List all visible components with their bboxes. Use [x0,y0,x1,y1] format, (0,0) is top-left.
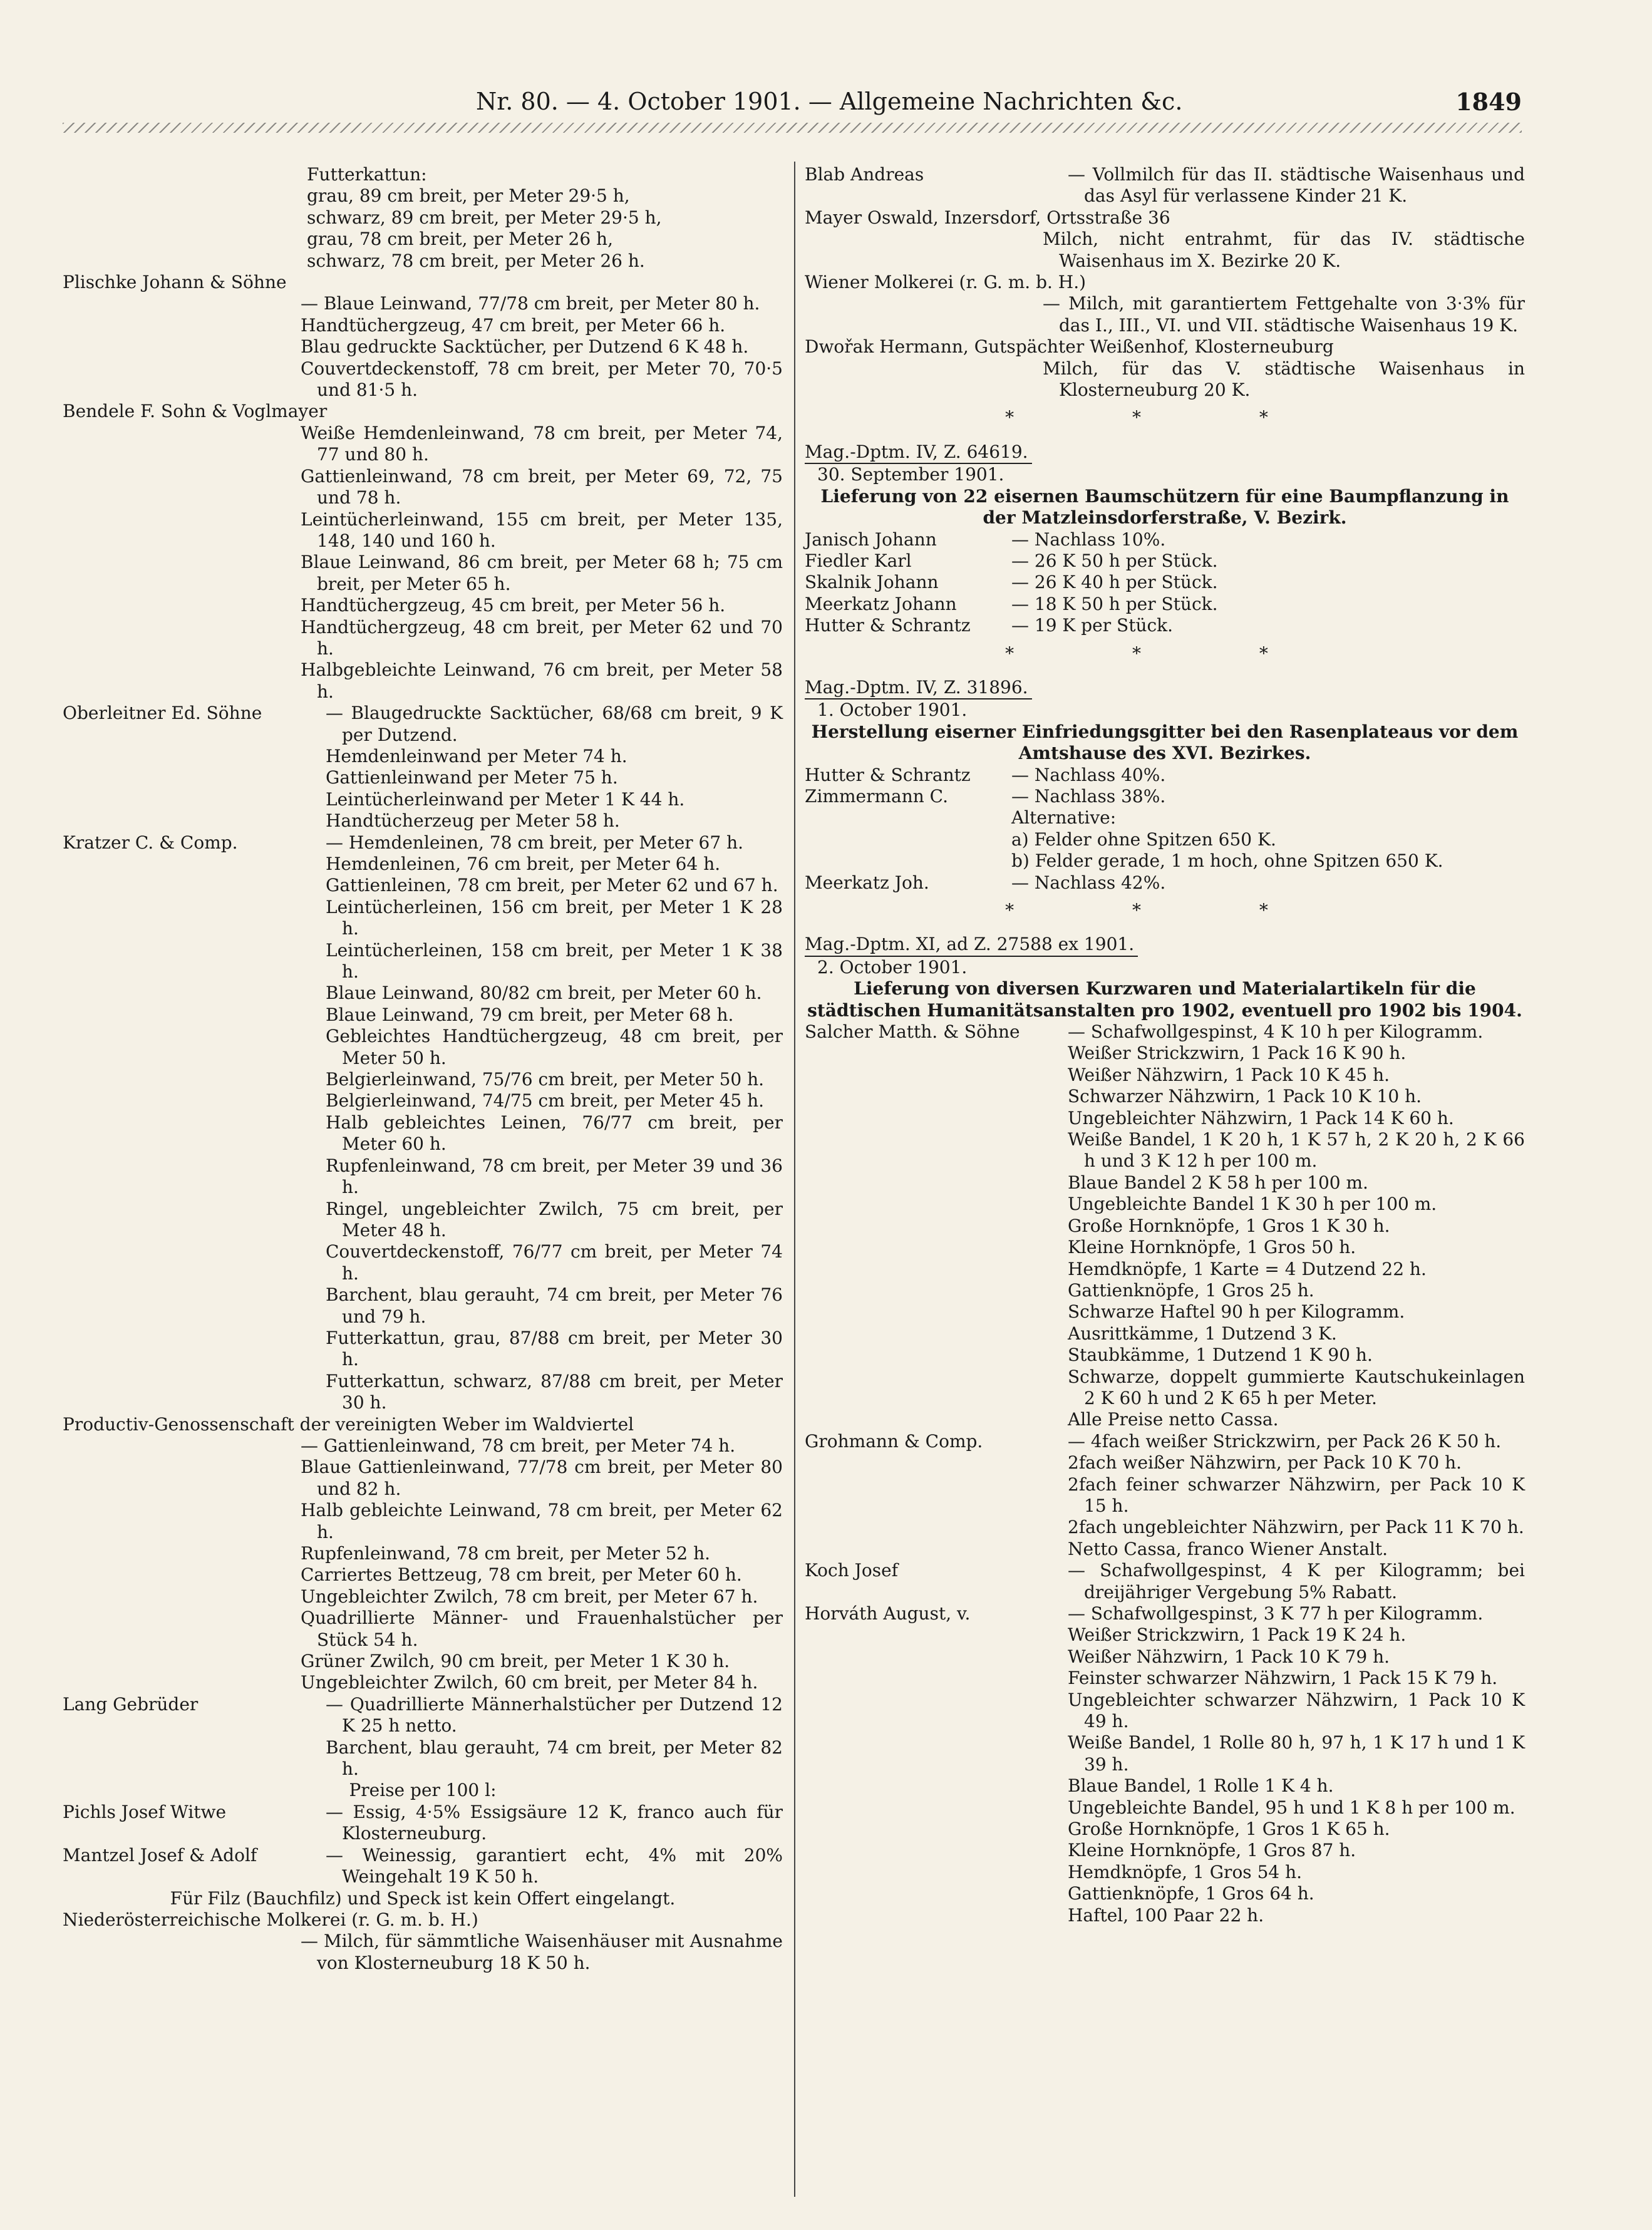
bidder-items [307,164,783,272]
bidder-items [326,1694,783,1780]
offer-line: — Milch, für sämmtliche Waisenhäuser mit Ausnahme von Klosterneuburg 18 K 50 h. [301,1931,783,1973]
offer-line: — 19 K per Stück. [1011,615,1174,636]
bidder-entry [805,164,1525,207]
bidder-entry [805,1560,1525,1603]
offer-line: — Blaue Leinwand, 77/78 cm breit, per Meter 80 h. [301,293,760,314]
offer-line: Gattienknöpfe, 1 Gros 64 h. [1068,1883,1314,1904]
offer-line: — 18 K 50 h per Stück. [1011,593,1218,614]
offer-line: Belgierleinwand, 74/75 cm breit, per Meter 45 h. [326,1090,765,1112]
offer-line: Blaue Leinwand, 86 cm breit, per Meter 68 h; 75 cm breit, per Meter 65 h. [301,552,783,594]
bidder-items [1043,293,1525,336]
bidder-sub-items [1043,358,1525,401]
bidder-entry [63,1802,783,1845]
reference-date: 30. September 1901. [817,464,1004,485]
offer-line: Rupfenleinwand, 78 cm breit, per Meter 39 und 36 h. [326,1155,783,1198]
bidder-sub-items [301,1435,783,1694]
offer-line: Leintücherleinen, 156 cm breit, per Meter 1 K 28 h. [326,896,783,939]
bidder-entry [63,1845,783,1888]
offer-line: — Schafwollgespinst, 3 K 77 h per Kilogramm. [1068,1603,1484,1624]
right-column [805,164,1525,1926]
bidder-entry [805,529,1525,550]
offer-line: Carriertes Bettzeug, 78 cm breit, per Meter 60 h. [301,1564,742,1586]
offer-line: Blaue Leinwand, 79 cm breit, per Meter 68 h. [326,1004,734,1025]
bidder-name: Fiedler Karl [805,550,912,571]
page-number: 1849 [1455,88,1522,116]
offer-line: Barchent, blau gerauht, 74 cm breit, per Meter 76 und 79 h. [326,1284,783,1327]
bidder-name: Mantzel Josef & Adolf [63,1844,257,1866]
offer-line: Schwarzer Nähzwirn, 1 Pack 10 K 10 h. [1068,1086,1422,1107]
bidder-items [1011,872,1525,894]
bidder-name: Wiener Molkerei (r. G. m. b. H.) [805,272,1087,293]
bidder-items [301,423,783,703]
offer-line: Halb gebleichtes Leinen, 76/77 cm breit, per Meter 60 h. [326,1112,783,1155]
bidder-items [1011,572,1525,593]
bidder-entry [805,594,1525,615]
bidder-name: Oberleitner Ed. Söhne [63,703,262,724]
bidder-name: Lang Gebrüder [63,1693,199,1715]
bidder-items [1011,765,1525,786]
bidder-name: Koch Josef [805,1560,899,1581]
bidder-name: Blab Andreas [805,164,924,185]
offer-line: Couvertdeckenstoff, 76/77 cm breit, per Meter 74 h. [326,1241,783,1284]
bidder-items [1068,1021,1525,1431]
bidder-name: Mayer Oswald, Inzersdorf, Ortsstraße 36 [805,207,1170,228]
tender-heading: Lieferung von 22 eisernen Baumschützern für eine Baumpflanzung in der Matzleinsdorferstraße, V. Bezirk. [820,485,1509,529]
offer-line: Große Hornknöpfe, 1 Gros 1 K 30 h. [1068,1215,1390,1236]
section-stars: * * * [1005,643,1324,664]
offer-line: Weiße Bandel, 1 K 20 h, 1 K 57 h, 2 K 20 h, 2 K 66 h und 3 K 12 h per 100 m. [1068,1129,1525,1172]
offer-line: grau, 89 cm breit, per Meter 29·5 h, [307,185,630,207]
offer-line: Futterkattun: [307,164,427,185]
offer-line: Große Hornknöpfe, 1 Gros 1 K 65 h. [1068,1819,1390,1840]
offer-line: Haftel, 100 Paar 22 h. [1068,1904,1264,1926]
bidder-name: Horváth August, v. [805,1603,971,1624]
bidder-name: Plischke Johann & Söhne [63,272,287,293]
offer-line: — Vollmilch für das II. städtische Waisenhaus und das Asyl für verlassene Kinder 21 K. [1068,164,1525,207]
offer-line: Alle Preise netto Cassa. [1068,1409,1279,1430]
bidder-name: Zimmermann C. [805,785,949,807]
bidder-entry [805,872,1525,894]
offer-line: — Nachlass 42%. [1011,872,1166,893]
offer-line: Weißer Nähzwirn, 1 Pack 10 K 45 h. [1068,1064,1390,1085]
offer-line: — Nachlass 40%. [1011,764,1166,785]
offer-line: Grüner Zwilch, 90 cm breit, per Meter 1 K 30 h. [301,1651,730,1672]
bidder-items [326,1845,783,1888]
bidder-name: Grohmann & Comp. [805,1430,983,1452]
centered-note: Preise per 100 l: [349,1780,497,1801]
offer-line: Kleine Hornknöpfe, 1 Gros 50 h. [1068,1237,1356,1258]
offer-line: Hemdknöpfe, 1 Gros 54 h. [1068,1861,1303,1882]
bidder-entry [63,832,783,1414]
offer-line: Handtüchergzeug, 45 cm breit, per Meter 56 h. [301,595,726,616]
bidder-items [1068,1431,1525,1560]
offer-line: Ungebleichter Zwilch, 78 cm breit, per Meter 67 h. [301,1586,758,1607]
bidder-items [1068,1560,1525,1603]
offer-line: Schwarze Haftel 90 h per Kilogramm. [1068,1301,1405,1323]
offer-line: Handtücherzeug per Meter 58 h. [326,810,620,832]
bidder-entry [805,615,1525,636]
bidder-name: Niederösterreichische Molkerei (r. G. m. b. H.) [63,1909,478,1930]
bidder-sub-items [301,423,783,703]
bidder-items [326,1802,783,1845]
bidder-sub-items [301,1931,783,1974]
bidder-name: Pichls Josef Witwe [63,1801,227,1822]
bidder-entry [63,1414,783,1694]
offer-line: Ungebleichter Nähzwirn, 1 Pack 14 K 60 h. [1068,1107,1454,1128]
offer-line: Weiße Hemdenleinwand, 78 cm breit, per Meter 74, 77 und 80 h. [301,422,783,465]
tender-reference [805,671,1525,721]
offer-line: Gattienleinwand per Meter 75 h. [326,767,618,788]
offer-line: Alternative: [1011,807,1117,829]
offer-line: Futterkattun, grau, 87/88 cm breit, per Meter 30 h. [326,1327,783,1370]
offer-line: Ringel, ungebleichter Zwilch, 75 cm breit, per Meter 48 h. [326,1198,783,1241]
bidder-entry [63,401,783,703]
bidder-sub-items [1043,229,1525,272]
offer-line: — Schafwollgespinst, 4 K 10 h per Kilogramm. [1068,1021,1484,1043]
bidder-items [1068,164,1525,207]
offer-line: Weiße Bandel, 1 Rolle 80 h, 97 h, 1 K 17 h und 1 K 39 h. [1068,1732,1525,1775]
bidder-sub-items [301,293,783,401]
bidder-entry [63,703,783,832]
bidder-entry [805,272,1525,336]
offer-line: Ausrittkämme, 1 Dutzend 3 K. [1068,1323,1337,1344]
offer-line: Gattienleinwand, 78 cm breit, per Meter 69, 72, 75 und 78 h. [301,465,783,508]
bidder-items [301,1931,783,1974]
offer-line: Gattienknöpfe, 1 Gros 25 h. [1068,1279,1314,1301]
centered-note: Für Filz (Bauchfilz) und Speck ist kein Offert eingelangt. [170,1887,676,1909]
offer-line: Hemdenleinwand per Meter 74 h. [326,745,627,767]
offer-line: a) Felder ohne Spitzen 650 K. [1011,829,1276,850]
tender-heading: Herstellung eiserner Einfriedungsgitter bei den Rasenplateaus vor dem Amtshause des XVI. Bezirkes. [811,721,1519,764]
bidder-items [301,293,783,401]
bidder-items [1043,358,1525,401]
offer-line: Blaue Leinwand, 80/82 cm breit, per Meter 60 h. [326,983,762,1004]
reference-date: 1. October 1901. [817,699,968,721]
bidder-items [326,703,783,832]
bidder-entry [805,550,1525,572]
bidder-name: Hutter & Schrantz [805,615,971,636]
bidder-items [1043,229,1525,272]
offer-line: Ungebleichter Zwilch, 60 cm breit, per Meter 84 h. [301,1672,758,1693]
offer-line: grau, 78 cm breit, per Meter 26 h, [307,229,613,250]
offer-line: Handtüchergzeug, 48 cm breit, per Meter 62 und 70 h. [301,616,783,659]
offer-line: — Blaugedruckte Sacktücher, 68/68 cm breit, 9 K per Dutzend. [326,703,783,745]
offer-line: Hemdknöpfe, 1 Karte = 4 Dutzend 22 h. [1068,1258,1427,1279]
left-column [63,164,783,1974]
tender-heading: Lieferung von diversen Kurzwaren und Materialartikeln für die städtischen Humanitätsanstalten pro 1902, eventuell pro 1902 bis 1904. [807,978,1522,1021]
offer-line: b) Felder gerade, 1 m hoch, ohne Spitzen 650 K. [1011,850,1443,872]
offer-line: Leintücherleinwand per Meter 1 K 44 h. [326,788,685,810]
offer-line: schwarz, 89 cm breit, per Meter 29·5 h, [307,207,662,228]
offer-line: — Essig, 4·5% Essigsäure 12 K, franco auch für Klosterneuburg. [326,1801,783,1844]
reference-number: Mag.-Dptm. IV, Z. 31896. [805,677,1032,699]
tender-reference [805,927,1525,978]
offer-line: 2fach ungebleichter Nähzwirn, per Pack 11 K 70 h. [1068,1517,1524,1538]
offer-line: Weißer Strickzwirn, 1 Pack 19 K 24 h. [1068,1624,1407,1646]
offer-line: — Nachlass 38%. [1011,785,1166,807]
offer-line: Blaue Gattienleinwand, 77/78 cm breit, per Meter 80 und 82 h. [301,1457,783,1499]
offer-line: Leintücherleinen, 158 cm breit, per Meter 1 K 38 h. [326,939,783,983]
offer-line: Weißer Nähzwirn, 1 Pack 10 K 79 h. [1068,1646,1390,1667]
bidder-items [1011,529,1525,550]
offer-line: Staubkämme, 1 Dutzend 1 K 90 h. [1068,1345,1373,1366]
bidder-entry [805,572,1525,593]
bidder-name: Productiv-Genossenschaft der vereinigten Weber im Waldviertel [63,1413,634,1435]
offer-line: — Weinessig, garantiert echt, 4% mit 20% Weingehalt 19 K 50 h. [326,1844,783,1887]
offer-line: Netto Cassa, franco Wiener Anstalt. [1068,1538,1388,1559]
bidder-items [1068,1603,1525,1926]
offer-line: Milch, für das V. städtische Waisenhaus in Klosterneuburg 20 K. [1043,358,1525,401]
offer-line: Weißer Strickzwirn, 1 Pack 16 K 90 h. [1068,1043,1407,1064]
page-header [63,75,1522,125]
offer-line: 2fach feiner schwarzer Nähzwirn, per Pack 10 K 15 h. [1068,1474,1525,1516]
bidder-name: Salcher Matth. & Söhne [805,1021,1020,1043]
offer-line: Blaue Bandel, 1 Rolle 1 K 4 h. [1068,1775,1334,1797]
header-title: Nr. 80. — 4. October 1901. — Allgemeine Nachrichten &c. [476,88,1183,115]
offer-line: 2fach weißer Nähzwirn, per Pack 10 K 70 h. [1068,1452,1462,1474]
bidder-entry [805,1431,1525,1560]
section-stars: * * * [1005,900,1324,921]
offer-line: Barchent, blau gerauht, 74 cm breit, per Meter 82 h. [326,1737,783,1780]
bidder-entry [63,1694,783,1780]
offer-line: Gebleichtes Handtüchergzeug, 48 cm breit, per Meter 50 h. [326,1026,783,1068]
offer-line: Ungebleichte Bandel, 95 h und 1 K 8 h per 100 m. [1068,1797,1515,1818]
offer-line: — Hemdenleinen, 78 cm breit, per Meter 67 h. [326,832,744,853]
header-rule [63,123,1522,133]
offer-line: Ungebleichter schwarzer Nähzwirn, 1 Pack 10 K 49 h. [1068,1689,1525,1732]
offer-line: Handtüchergzeug, 47 cm breit, per Meter 66 h. [301,314,726,336]
bidder-items [301,1435,783,1694]
offer-line: Schwarze, doppelt gummierte Kautschukeinlagen 2 K 60 h und 2 K 65 h per Meter. [1068,1366,1525,1408]
offer-line: Kleine Hornknöpfe, 1 Gros 87 h. [1068,1840,1356,1861]
offer-line: — Quadrillierte Männerhalstücher per Dutzend 12 K 25 h netto. [326,1693,783,1737]
offer-line: Gattienleinen, 78 cm breit, per Meter 62 und 67 h. [326,875,778,896]
offer-line: Milch, nicht entrahmt, für das IV. städtische Waisenhaus im X. Bezirke 20 K. [1043,229,1525,271]
reference-date: 2. October 1901. [817,956,968,978]
reference-number: Mag.-Dptm. XI, ad Z. 27588 ex 1901. [805,934,1138,956]
offer-line: Couvertdeckenstoff, 78 cm breit, per Meter 70, 70·5 und 81·5 h. [301,358,783,401]
bidder-entry [805,765,1525,786]
bidder-name: Hutter & Schrantz [805,764,971,785]
bidder-items [326,832,783,1414]
bidder-name: Meerkatz Johann [805,593,957,614]
offer-line: — Milch, mit garantiertem Fettgehalte von 3·3% für das I., III., VI. und VII. städtische Waisenhaus 19 K. [1043,293,1525,336]
bidder-items [1011,594,1525,615]
bidder-entry [805,786,1525,872]
bidder-items [1011,786,1525,872]
reference-number: Mag.-Dptm. IV, Z. 64619. [805,441,1032,464]
offer-line: Belgierleinwand, 75/76 cm breit, per Meter 50 h. [326,1069,765,1090]
bidder-entry [63,1909,783,1974]
offer-line: — 4fach weißer Strickzwirn, per Pack 26 K 50 h. [1068,1430,1502,1452]
bidder-entry [805,1603,1525,1926]
column-divider [794,162,795,2197]
bidder-entry [805,336,1525,401]
offer-line: Ungebleichte Bandel 1 K 30 h per 100 m. [1068,1194,1437,1215]
bidder-entry [805,1021,1525,1431]
offer-line: schwarz, 78 cm breit, per Meter 26 h. [307,250,645,271]
bidder-entry [63,164,783,272]
bidder-name: Dwořak Hermann, Gutspächter Weißenhof, Klosterneuburg [805,336,1334,358]
bidder-name: Meerkatz Joh. [805,872,929,893]
section-stars: * * * [1005,407,1324,428]
offer-line: Halbgebleichte Leinwand, 76 cm breit, per Meter 58 h. [301,659,783,702]
bidder-items [1011,615,1525,636]
bidder-name: Janisch Johann [805,529,937,550]
offer-line: — 26 K 50 h per Stück. [1011,550,1218,571]
offer-line: — Nachlass 10%. [1011,529,1166,550]
offer-line: Leintücherleinwand, 155 cm breit, per Meter 135, 148, 140 und 160 h. [301,508,783,551]
tender-reference [805,435,1525,486]
bidder-items [1011,550,1525,572]
bidder-entry [63,272,783,401]
offer-line: Feinster schwarzer Nähzwirn, 1 Pack 15 K 79 h. [1068,1668,1498,1689]
offer-line: — Gattienleinwand, 78 cm breit, per Meter 74 h. [301,1435,736,1456]
offer-line: — 26 K 40 h per Stück. [1011,572,1218,593]
offer-line: Quadrillierte Männer- und Frauenhalstücher per Stück 54 h. [301,1608,783,1650]
offer-line: Halb gebleichte Leinwand, 78 cm breit, per Meter 62 h. [301,1500,783,1542]
bidder-entry [805,207,1525,272]
bidder-name: Kratzer C. & Comp. [63,832,238,853]
bidder-name: Skalnik Johann [805,572,939,593]
offer-line: Futterkattun, schwarz, 87/88 cm breit, per Meter 30 h. [326,1370,783,1413]
offer-line: Hemdenleinen, 76 cm breit, per Meter 64 h. [326,854,721,874]
offer-line: — Schafwollgespinst, 4 K per Kilogramm; bei dreijähriger Vergebung 5% Rabatt. [1068,1560,1525,1603]
bidder-name: Bendele F. Sohn & Voglmayer [63,401,328,422]
offer-line: Blaue Bandel 2 K 58 h per 100 m. [1068,1172,1368,1193]
offer-line: Blau gedruckte Sacktücher, per Dutzend 6 K 48 h. [301,336,749,358]
offer-line: Rupfenleinwand, 78 cm breit, per Meter 52 h. [301,1543,711,1564]
bidder-sub-items [1043,293,1525,336]
